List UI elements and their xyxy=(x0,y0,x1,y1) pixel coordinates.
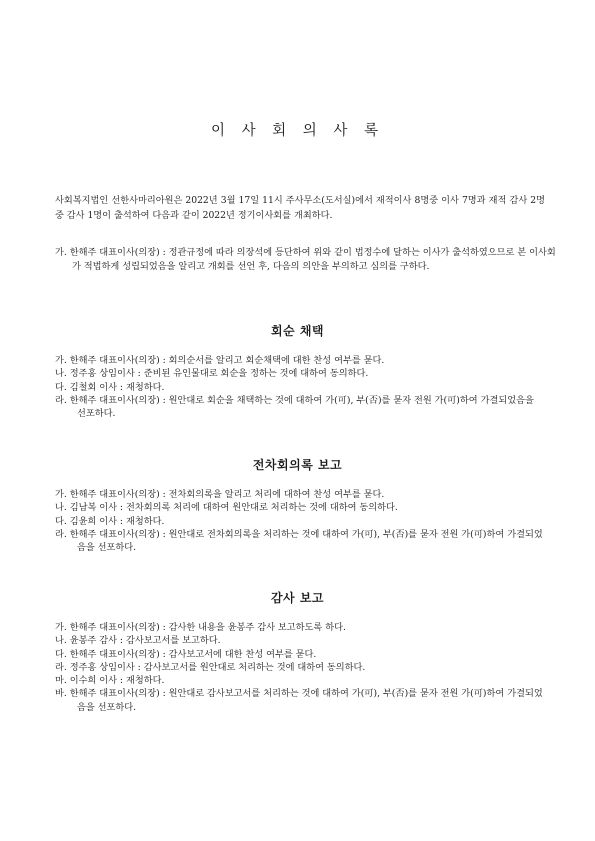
document-title: 이 사 회 의 사 록 xyxy=(210,123,385,139)
list-item: 나. 김남복 이사 : 전차회의록 처리에 대하여 원안대로 처리하는 것에 대하여 동의하다. xyxy=(55,502,398,514)
intro-paragraph: 사회복지법인 선한사마리아원은 2022년 3월 17일 11시 주사무소(도서실)에서 재적이사 8명중 이사 7명과 재적 감사 2명중 감사 1명이 출석하여 다음과 같이 2022년 정기이사회를 개최하다. xyxy=(55,195,545,221)
section-heading-previous-minutes: 전차회의록 보고 xyxy=(252,458,343,472)
list-item: 다. 한해주 대표이사(의장) : 감사보고서에 대한 찬성 여부를 묻다. xyxy=(55,648,317,660)
section-heading-audit-report: 감사 보고 xyxy=(270,591,325,605)
list-item: 가. 한해주 대표이사(의장) : 전차회의록을 알리고 처리에 대하여 찬성 여부를 묻다. xyxy=(55,489,385,500)
list-item: 다. 김철회 이사 : 재청하다. xyxy=(55,381,165,393)
list-item: 마. 이수희 이사 : 재청하다. xyxy=(55,675,165,687)
list-item: 가. 한해주 대표이사(의장) : 회의순서를 알리고 회순채택에 대한 찬성 여부를 묻다. xyxy=(55,355,385,366)
list-item: 바. 한해주 대표이사(의장) : 원안대로 감사보고서를 처리하는 것에 대하여 가(可), 부(否)를 묻자 전원 가(可)하여 가결되었음을 선포하다. xyxy=(55,688,543,713)
list-item: 라. 한해주 대표이사(의장) : 원안대로 전차회의록을 처리하는 것에 대하여 가(可), 부(否)를 묻자 전원 가(可)하여 가결되었음을 선포하다. xyxy=(55,528,543,554)
list-item: 라. 정주홍 상임이사 : 감사보고서를 원안대로 처리하는 것에 대하여 동의하다. xyxy=(55,661,366,673)
list-item: 나. 윤봉주 감사 : 감사보고서를 보고하다. xyxy=(55,635,221,647)
list-item: 가. 한해주 대표이사(의장) : 감사한 내용을 윤봉주 감사 보고하도록 하다. xyxy=(55,622,346,633)
section-list-previous-minutes xyxy=(55,488,545,554)
section-list-audit-report xyxy=(55,621,545,714)
section-list-agenda xyxy=(55,354,545,420)
section-heading-agenda: 회순 채택 xyxy=(270,324,325,338)
list-item: 다. 김윤희 이사 : 재청하다. xyxy=(55,515,165,527)
opening-statement: 가. 한해주 대표이사(의장) : 정관규정에 따라 의장석에 등단하여 위와 같이 법정수에 달하는 이사가 출석하였으므로 본 이사회가 적법하게 성립되었음을 알리고 개회를 선언 후, 다음의 의안을 부의하고 심의를 구하다. xyxy=(55,247,556,272)
list-item: 나. 정주홍 상임이사 : 준비된 유인물대로 회순을 정하는 것에 대하여 동의하다. xyxy=(55,368,369,380)
list-item: 라. 한해주 대표이사(의장) : 원안대로 회순을 채택하는 것에 대하여 가(可), 부(否)를 묻자 전원 가(可)하여 가결되었음을 선포하다. xyxy=(55,394,534,420)
